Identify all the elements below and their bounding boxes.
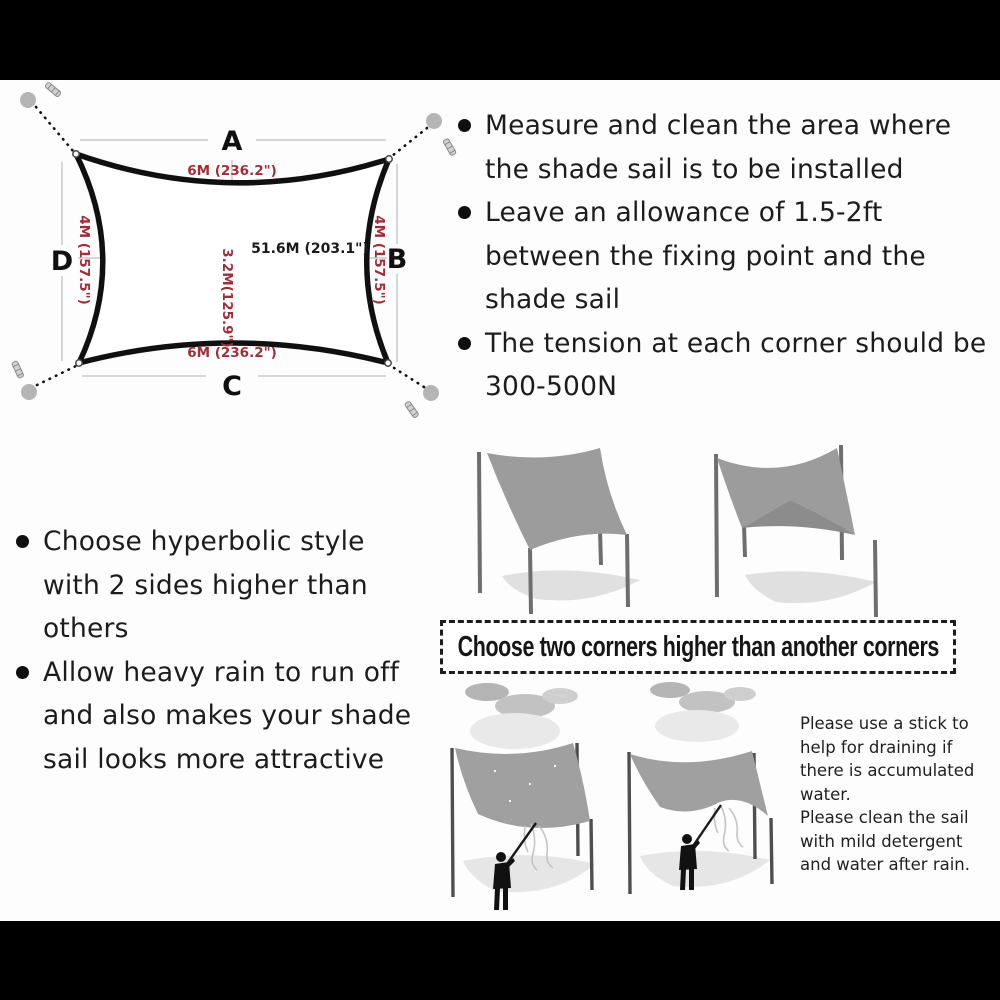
pole xyxy=(716,454,717,597)
letterbox-top xyxy=(0,0,1000,80)
flat-sail-illustration xyxy=(479,448,640,614)
sail-canopy xyxy=(630,751,768,816)
list-item xyxy=(16,651,426,782)
installation-instructions-list xyxy=(458,104,998,409)
anchor-point xyxy=(426,113,442,129)
dim-top: 6M (236.2") xyxy=(187,163,277,179)
list-item xyxy=(16,520,426,651)
sail-canopy xyxy=(487,448,627,550)
list-item xyxy=(458,191,998,322)
sail-style-illustrations xyxy=(440,430,1000,621)
bullet-icon xyxy=(458,206,471,219)
dim-right: 4M (157.5") xyxy=(371,215,387,305)
turnbuckle-icon xyxy=(443,138,457,156)
dim-left: 4M (157.5") xyxy=(76,215,92,305)
side-label-top: A xyxy=(221,126,243,157)
corners-banner xyxy=(440,620,956,674)
ground-shadow xyxy=(463,855,595,892)
turnbuckle-icon xyxy=(11,361,24,379)
bullet-icon xyxy=(16,535,29,548)
water-stream xyxy=(714,806,743,851)
drain-illustrations xyxy=(435,676,800,918)
banner-text: Choose two corners higher than another corners xyxy=(457,630,939,663)
turnbuckle-icon xyxy=(404,401,419,418)
ground-shadow xyxy=(640,851,770,887)
drain-stick xyxy=(693,805,721,846)
sail-canopy xyxy=(455,743,590,828)
drain-scene-hyperbolic xyxy=(629,682,772,894)
sail-shadow xyxy=(745,571,876,603)
cloud-icon xyxy=(465,683,578,749)
anchor-point xyxy=(423,385,439,401)
pole xyxy=(771,818,772,884)
list-item xyxy=(458,322,998,409)
side-label-bottom: C xyxy=(222,371,242,402)
drain-scene-flat xyxy=(452,683,595,910)
pole xyxy=(744,525,745,557)
shade-sail-diagram xyxy=(0,80,470,430)
instruction-text: Choose hyperbolic style with 2 sides higher than others xyxy=(43,526,368,644)
pole xyxy=(479,452,480,593)
letterbox-bottom xyxy=(0,921,1000,1000)
note-line: Please clean the sail with mild detergent and water after rain. xyxy=(800,808,971,874)
note-line: Please use a stick to help for draining if there is accumulated water. xyxy=(800,714,975,804)
pole xyxy=(530,548,531,614)
sail-shadow xyxy=(502,570,640,600)
pole xyxy=(629,752,630,894)
instruction-text: Measure and clean the area where the shade sail is to be installed xyxy=(485,110,952,185)
care-note xyxy=(800,712,996,877)
cloud-icon xyxy=(650,682,756,742)
side-label-left: D xyxy=(50,246,74,277)
dim-center-height: 3.2M(125.9") xyxy=(219,248,235,348)
instruction-text: The tension at each corner should be 300-500N xyxy=(485,327,987,402)
pole xyxy=(875,540,876,617)
instruction-text: Leave an allowance of 1.5-2ft between the fixing point and the shade sail xyxy=(485,197,926,315)
pole xyxy=(600,530,601,565)
turnbuckle-icon xyxy=(45,82,62,98)
dim-center-width: 51.6M (203.1") xyxy=(251,241,369,257)
dim-bottom: 6M (236.2") xyxy=(187,345,277,361)
hyperbolic-sail-illustration xyxy=(716,445,876,617)
side-label-right: B xyxy=(386,244,408,275)
style-instructions-list xyxy=(16,520,426,781)
instruction-text: Allow heavy rain to run off and also makes your shade sail looks more attractive xyxy=(43,656,412,775)
bullet-icon xyxy=(458,337,471,350)
bullet-icon xyxy=(16,666,29,679)
content-panel xyxy=(0,80,1000,921)
pole xyxy=(591,819,592,890)
pole xyxy=(452,748,453,897)
anchor-point xyxy=(21,384,37,400)
bullet-icon xyxy=(458,119,471,132)
anchor-point xyxy=(20,92,36,108)
pole xyxy=(627,534,628,607)
list-item xyxy=(458,104,998,191)
